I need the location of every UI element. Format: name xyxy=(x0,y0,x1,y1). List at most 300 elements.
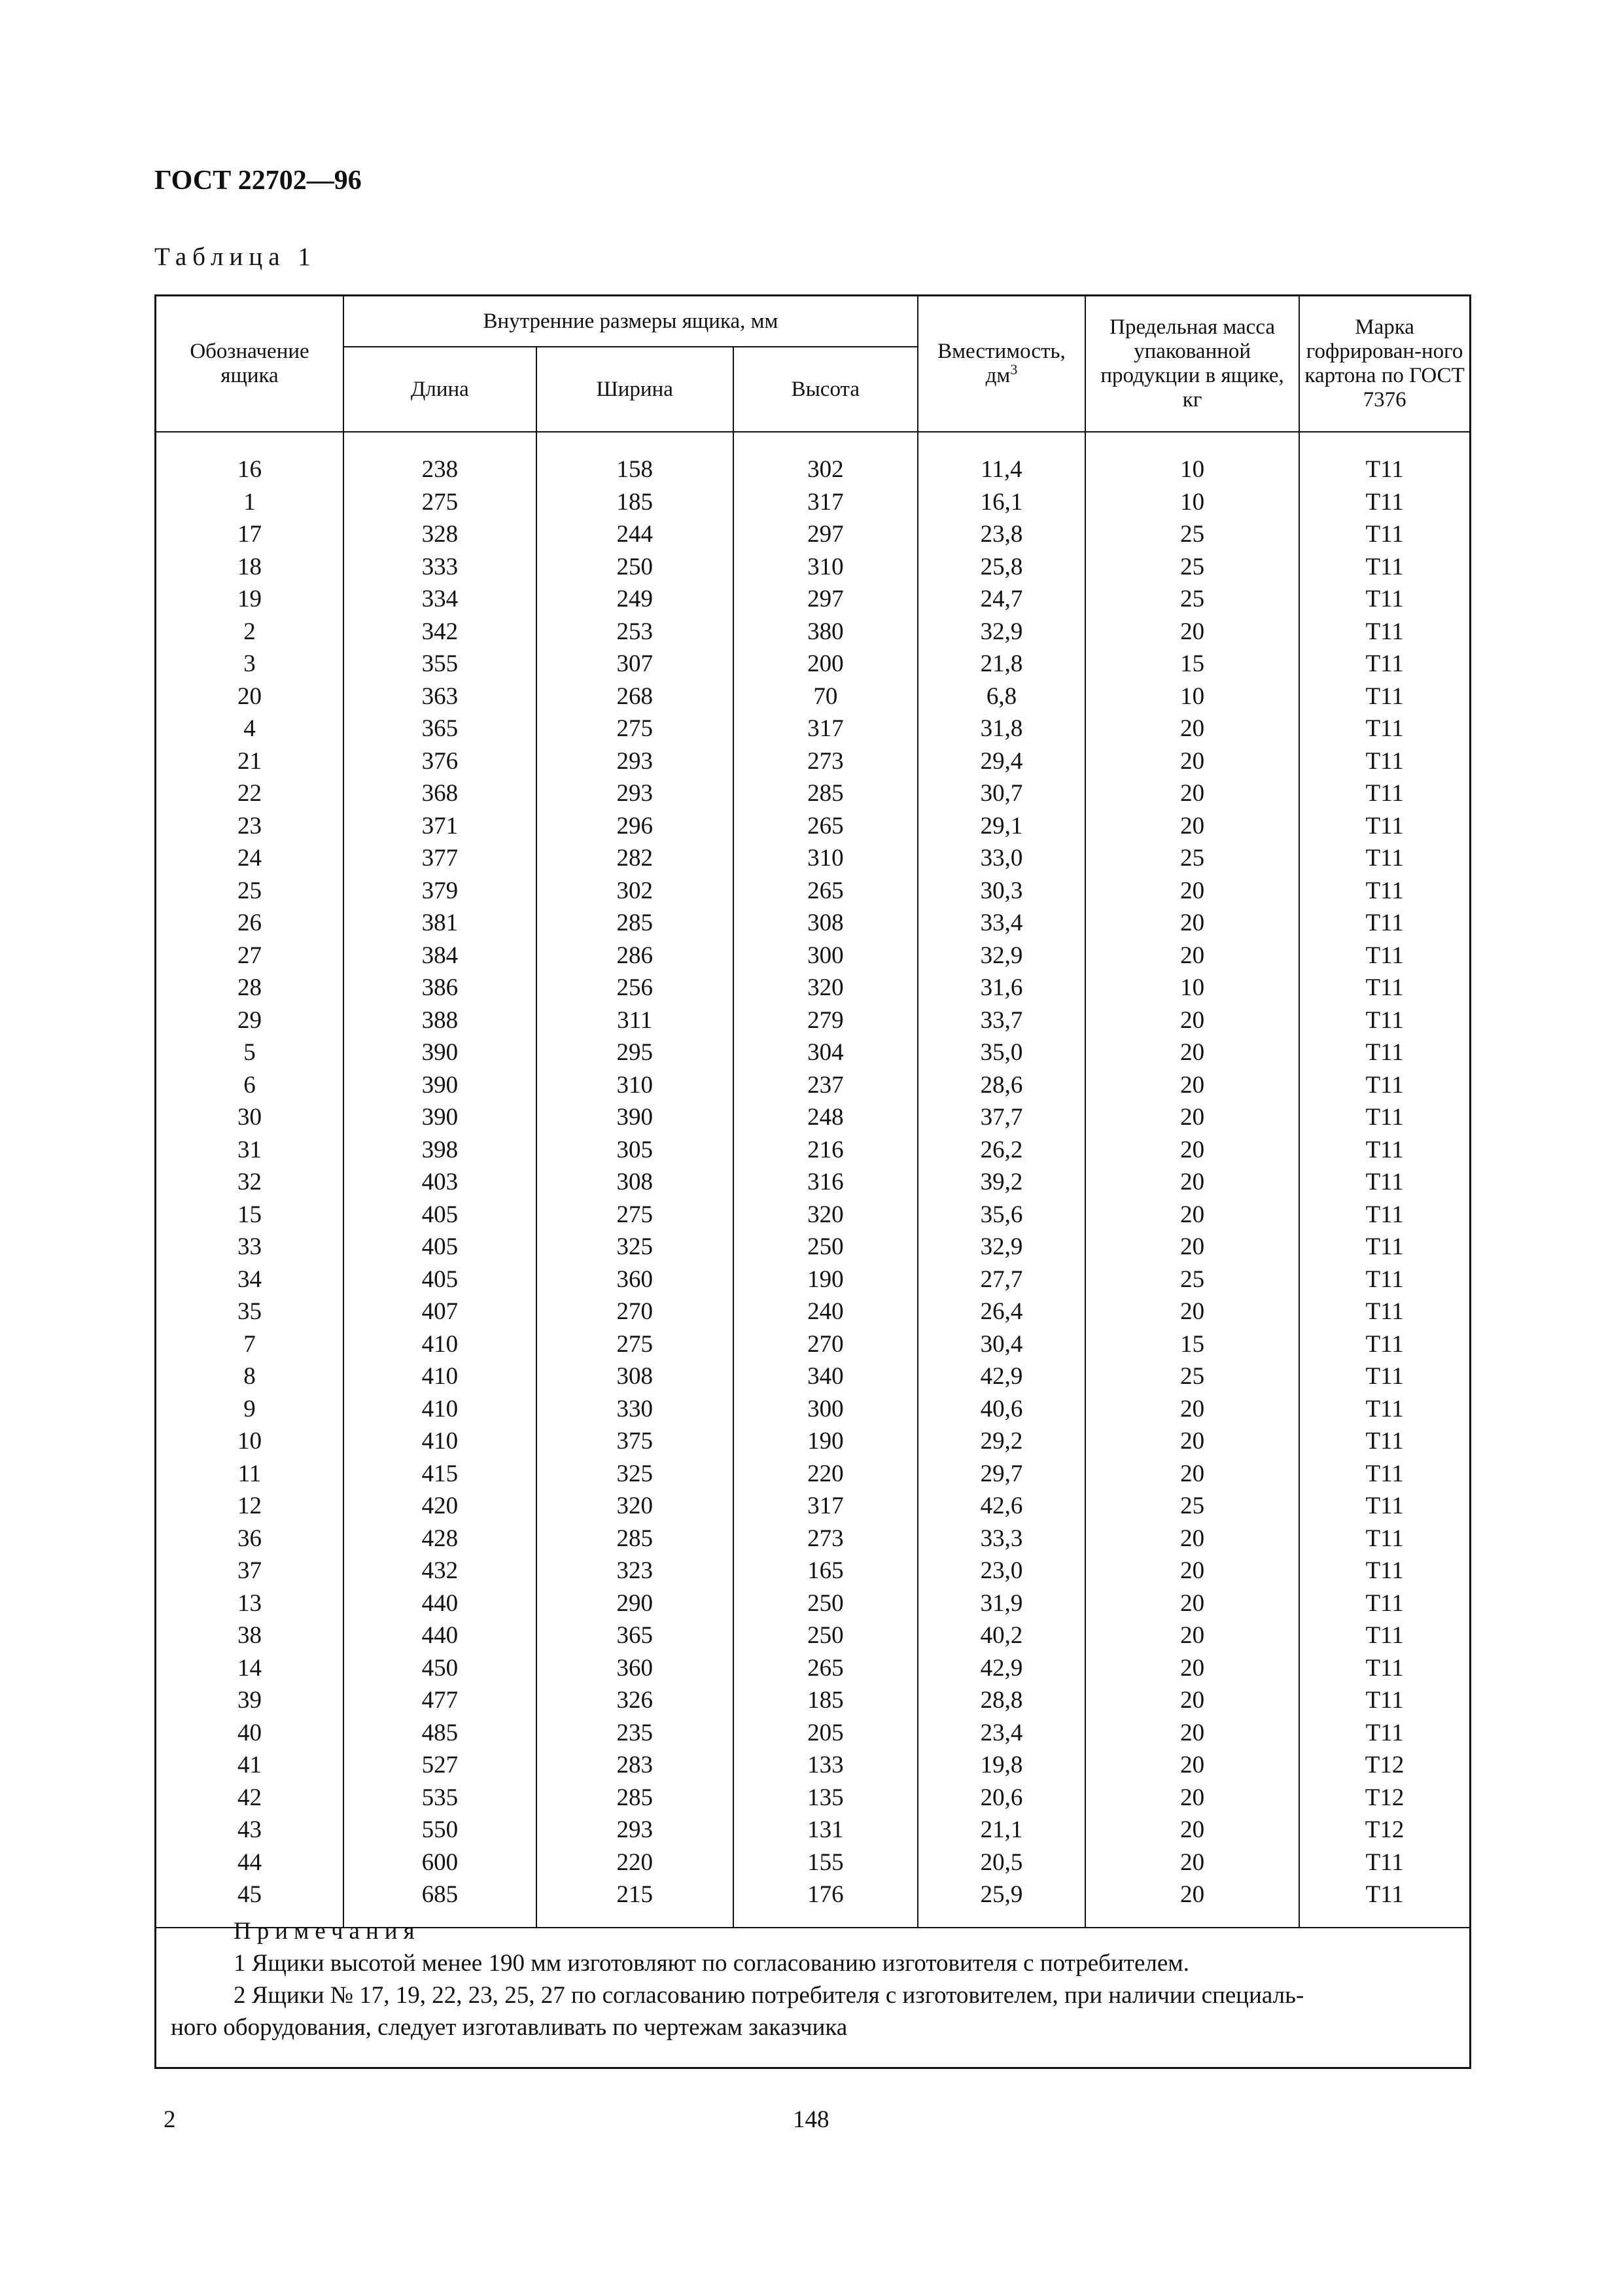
cell-capacity: 26,4 xyxy=(918,1296,1085,1328)
cell-max-mass: 10 xyxy=(1085,453,1299,486)
cell-designation: 25 xyxy=(156,875,343,908)
cell-designation: 44 xyxy=(156,1846,343,1879)
document-code: ГОСТ 22702—96 xyxy=(154,166,362,196)
cell-grade: Т11 xyxy=(1299,842,1469,875)
cell-capacity: 23,8 xyxy=(918,518,1085,551)
header-height: Высота xyxy=(733,347,918,432)
cell-capacity: 29,2 xyxy=(918,1425,1085,1458)
table-body xyxy=(156,432,1469,1928)
cell-grade: Т11 xyxy=(1299,1036,1469,1069)
cell-max-mass: 20 xyxy=(1085,713,1299,745)
cell-height: 273 xyxy=(733,745,918,778)
cell-designation: 17 xyxy=(156,518,343,551)
cell-capacity: 29,4 xyxy=(918,745,1085,778)
cell-height: 176 xyxy=(733,1879,918,1911)
cell-width: 256 xyxy=(536,972,733,1004)
cell-capacity: 33,0 xyxy=(918,842,1085,875)
cell-width: 365 xyxy=(536,1619,733,1652)
table-row xyxy=(156,551,1469,584)
note-1: 1 Ящики высотой менее 190 мм изготовляют по согласованию изготовителя с потребителем. xyxy=(234,1950,1189,1977)
cell-max-mass: 20 xyxy=(1085,1296,1299,1328)
cell-width: 305 xyxy=(536,1134,733,1167)
cell-height: 317 xyxy=(733,486,918,519)
cell-height: 237 xyxy=(733,1069,918,1102)
cell-max-mass: 20 xyxy=(1085,1101,1299,1134)
header-capacity-sup: 3 xyxy=(1010,361,1018,378)
cell-designation: 23 xyxy=(156,810,343,843)
table-row xyxy=(156,1101,1469,1134)
table-row xyxy=(156,1814,1469,1846)
cell-max-mass: 25 xyxy=(1085,551,1299,584)
cell-grade: Т11 xyxy=(1299,583,1469,616)
cell-capacity: 28,8 xyxy=(918,1684,1085,1717)
cell-height: 310 xyxy=(733,842,918,875)
notes-title: Примечания xyxy=(234,1918,421,1945)
cell-width: 311 xyxy=(536,1004,733,1037)
table-row xyxy=(156,1296,1469,1328)
cell-capacity: 29,7 xyxy=(918,1458,1085,1491)
header-capacity-text: Вместимость, дм xyxy=(937,340,1066,387)
cell-capacity: 31,8 xyxy=(918,713,1085,745)
cell-length: 485 xyxy=(343,1717,536,1750)
cell-width: 293 xyxy=(536,745,733,778)
cell-max-mass: 15 xyxy=(1085,648,1299,680)
cell-max-mass: 20 xyxy=(1085,1684,1299,1717)
cell-max-mass: 20 xyxy=(1085,1199,1299,1231)
cell-length: 363 xyxy=(343,680,536,713)
cell-max-mass: 20 xyxy=(1085,1879,1299,1911)
cell-designation: 28 xyxy=(156,972,343,1004)
table-row xyxy=(156,1231,1469,1263)
cell-capacity: 33,3 xyxy=(918,1523,1085,1555)
cell-designation: 19 xyxy=(156,583,343,616)
table-row xyxy=(156,1652,1469,1685)
cell-grade: Т11 xyxy=(1299,1360,1469,1393)
cell-length: 342 xyxy=(343,616,536,648)
cell-grade: Т11 xyxy=(1299,680,1469,713)
cell-capacity: 33,4 xyxy=(918,907,1085,940)
cell-designation: 21 xyxy=(156,745,343,778)
cell-height: 190 xyxy=(733,1263,918,1296)
table-row xyxy=(156,1166,1469,1199)
table-row xyxy=(156,1393,1469,1426)
cell-width: 250 xyxy=(536,551,733,584)
cell-max-mass: 20 xyxy=(1085,1425,1299,1458)
cell-capacity: 33,7 xyxy=(918,1004,1085,1037)
cell-width: 390 xyxy=(536,1101,733,1134)
cell-max-mass: 25 xyxy=(1085,1360,1299,1393)
cell-length: 428 xyxy=(343,1523,536,1555)
cell-height: 135 xyxy=(733,1782,918,1814)
cell-width: 360 xyxy=(536,1263,733,1296)
cell-grade: Т11 xyxy=(1299,1652,1469,1685)
cell-capacity: 40,2 xyxy=(918,1619,1085,1652)
cell-grade: Т12 xyxy=(1299,1814,1469,1846)
cell-length: 381 xyxy=(343,907,536,940)
cell-designation: 33 xyxy=(156,1231,343,1263)
cell-designation: 31 xyxy=(156,1134,343,1167)
cell-width: 244 xyxy=(536,518,733,551)
cell-designation: 30 xyxy=(156,1101,343,1134)
table-row xyxy=(156,1425,1469,1458)
cell-capacity: 27,7 xyxy=(918,1263,1085,1296)
cell-grade: Т11 xyxy=(1299,810,1469,843)
cell-designation: 32 xyxy=(156,1166,343,1199)
cell-height: 297 xyxy=(733,518,918,551)
cell-max-mass: 20 xyxy=(1085,1652,1299,1685)
cell-length: 410 xyxy=(343,1425,536,1458)
cell-length: 371 xyxy=(343,810,536,843)
cell-grade: Т11 xyxy=(1299,1587,1469,1620)
cell-width: 235 xyxy=(536,1717,733,1750)
cell-height: 205 xyxy=(733,1717,918,1750)
cell-capacity: 11,4 xyxy=(918,453,1085,486)
page-number-center: 148 xyxy=(793,2106,829,2133)
cell-height: 279 xyxy=(733,1004,918,1037)
cell-width: 323 xyxy=(536,1555,733,1587)
cell-designation: 9 xyxy=(156,1393,343,1426)
note-2-line-1: 2 Ящики № 17, 19, 22, 23, 25, 27 по согласованию потребителя с изготовителем, при наличии специаль- xyxy=(234,1982,1304,2009)
cell-designation: 37 xyxy=(156,1555,343,1587)
table-row xyxy=(156,1684,1469,1717)
cell-capacity: 28,6 xyxy=(918,1069,1085,1102)
cell-designation: 5 xyxy=(156,1036,343,1069)
table-row xyxy=(156,1004,1469,1037)
cell-length: 390 xyxy=(343,1036,536,1069)
cell-max-mass: 20 xyxy=(1085,1717,1299,1750)
cell-capacity: 31,6 xyxy=(918,972,1085,1004)
cell-length: 410 xyxy=(343,1328,536,1361)
cell-capacity: 26,2 xyxy=(918,1134,1085,1167)
cell-max-mass: 20 xyxy=(1085,1846,1299,1879)
table-row xyxy=(156,583,1469,616)
table-row xyxy=(156,1879,1469,1911)
cell-max-mass: 20 xyxy=(1085,940,1299,972)
table-row xyxy=(156,1199,1469,1231)
cell-designation: 2 xyxy=(156,616,343,648)
cell-length: 275 xyxy=(343,486,536,519)
cell-length: 405 xyxy=(343,1263,536,1296)
cell-grade: Т11 xyxy=(1299,713,1469,745)
cell-capacity: 31,9 xyxy=(918,1587,1085,1620)
cell-width: 185 xyxy=(536,486,733,519)
cell-max-mass: 10 xyxy=(1085,972,1299,1004)
table-row xyxy=(156,1587,1469,1620)
cell-capacity: 23,0 xyxy=(918,1555,1085,1587)
cell-max-mass: 15 xyxy=(1085,1328,1299,1361)
header-capacity xyxy=(918,296,1085,432)
table-row xyxy=(156,1846,1469,1879)
cell-width: 158 xyxy=(536,453,733,486)
cell-designation: 8 xyxy=(156,1360,343,1393)
table-row xyxy=(156,1490,1469,1523)
table-row xyxy=(156,1360,1469,1393)
table-row xyxy=(156,810,1469,843)
cell-capacity: 42,9 xyxy=(918,1360,1085,1393)
cell-designation: 3 xyxy=(156,648,343,680)
cell-width: 282 xyxy=(536,842,733,875)
cell-capacity: 42,6 xyxy=(918,1490,1085,1523)
cell-capacity: 23,4 xyxy=(918,1717,1085,1750)
cell-designation: 1 xyxy=(156,486,343,519)
cell-max-mass: 20 xyxy=(1085,1231,1299,1263)
cell-length: 377 xyxy=(343,842,536,875)
cell-max-mass: 20 xyxy=(1085,1166,1299,1199)
cell-length: 535 xyxy=(343,1782,536,1814)
box-dimensions-table xyxy=(156,296,1469,1928)
cell-height: 273 xyxy=(733,1523,918,1555)
cell-capacity: 16,1 xyxy=(918,486,1085,519)
cell-width: 283 xyxy=(536,1749,733,1782)
table-row xyxy=(156,1263,1469,1296)
cell-designation: 24 xyxy=(156,842,343,875)
cell-height: 320 xyxy=(733,972,918,1004)
cell-length: 376 xyxy=(343,745,536,778)
cell-capacity: 25,8 xyxy=(918,551,1085,584)
cell-grade: Т11 xyxy=(1299,1879,1469,1911)
table-row xyxy=(156,1134,1469,1167)
cell-width: 290 xyxy=(536,1587,733,1620)
cell-width: 249 xyxy=(536,583,733,616)
table-row xyxy=(156,1523,1469,1555)
cell-height: 340 xyxy=(733,1360,918,1393)
cell-width: 320 xyxy=(536,1490,733,1523)
cell-width: 275 xyxy=(536,713,733,745)
cell-designation: 10 xyxy=(156,1425,343,1458)
cell-designation: 40 xyxy=(156,1717,343,1750)
cell-width: 286 xyxy=(536,940,733,972)
table-row xyxy=(156,1328,1469,1361)
cell-length: 238 xyxy=(343,453,536,486)
table-row xyxy=(156,875,1469,908)
cell-max-mass: 20 xyxy=(1085,1619,1299,1652)
cell-designation: 20 xyxy=(156,680,343,713)
cell-designation: 18 xyxy=(156,551,343,584)
cell-grade: Т11 xyxy=(1299,777,1469,810)
cell-designation: 35 xyxy=(156,1296,343,1328)
cell-max-mass: 20 xyxy=(1085,907,1299,940)
cell-length: 368 xyxy=(343,777,536,810)
cell-designation: 22 xyxy=(156,777,343,810)
cell-length: 355 xyxy=(343,648,536,680)
table-row xyxy=(156,518,1469,551)
table-row xyxy=(156,1619,1469,1652)
cell-max-mass: 20 xyxy=(1085,1393,1299,1426)
cell-height: 317 xyxy=(733,713,918,745)
cell-grade: Т11 xyxy=(1299,1134,1469,1167)
cell-grade: Т11 xyxy=(1299,551,1469,584)
cell-max-mass: 20 xyxy=(1085,1814,1299,1846)
header-length: Длина xyxy=(343,347,536,432)
table-row xyxy=(156,1036,1469,1069)
cell-grade: Т11 xyxy=(1299,1523,1469,1555)
cell-designation: 16 xyxy=(156,453,343,486)
cell-height: 308 xyxy=(733,907,918,940)
notes-block xyxy=(156,1915,1469,2043)
table-row xyxy=(156,1458,1469,1491)
cell-length: 415 xyxy=(343,1458,536,1491)
table-row xyxy=(156,1749,1469,1782)
table-spacer-row xyxy=(156,432,1469,453)
cell-height: 285 xyxy=(733,777,918,810)
cell-length: 384 xyxy=(343,940,536,972)
cell-designation: 43 xyxy=(156,1814,343,1846)
cell-length: 527 xyxy=(343,1749,536,1782)
cell-height: 70 xyxy=(733,680,918,713)
cell-designation: 45 xyxy=(156,1879,343,1911)
table-row xyxy=(156,842,1469,875)
cell-height: 185 xyxy=(733,1684,918,1717)
cell-grade: Т11 xyxy=(1299,745,1469,778)
cell-width: 310 xyxy=(536,1069,733,1102)
cell-grade: Т11 xyxy=(1299,875,1469,908)
cell-height: 200 xyxy=(733,648,918,680)
header-inner-dimensions: Внутренние размеры ящика, мм xyxy=(343,296,918,347)
cell-width: 307 xyxy=(536,648,733,680)
cell-height: 302 xyxy=(733,453,918,486)
cell-height: 265 xyxy=(733,875,918,908)
cell-length: 398 xyxy=(343,1134,536,1167)
cell-height: 240 xyxy=(733,1296,918,1328)
cell-length: 328 xyxy=(343,518,536,551)
cell-max-mass: 20 xyxy=(1085,1555,1299,1587)
cell-designation: 6 xyxy=(156,1069,343,1102)
cell-width: 293 xyxy=(536,1814,733,1846)
cell-designation: 34 xyxy=(156,1263,343,1296)
table-row xyxy=(156,907,1469,940)
cell-length: 440 xyxy=(343,1587,536,1620)
header-grade: Марка гофрирован-ного картона по ГОСТ 7376 xyxy=(1299,296,1469,432)
cell-max-mass: 25 xyxy=(1085,583,1299,616)
cell-capacity: 32,9 xyxy=(918,940,1085,972)
cell-width: 285 xyxy=(536,1523,733,1555)
cell-length: 420 xyxy=(343,1490,536,1523)
cell-designation: 13 xyxy=(156,1587,343,1620)
cell-width: 285 xyxy=(536,1782,733,1814)
cell-length: 403 xyxy=(343,1166,536,1199)
cell-capacity: 29,1 xyxy=(918,810,1085,843)
cell-grade: Т11 xyxy=(1299,518,1469,551)
cell-grade: Т12 xyxy=(1299,1749,1469,1782)
cell-length: 410 xyxy=(343,1393,536,1426)
cell-max-mass: 10 xyxy=(1085,486,1299,519)
cell-designation: 11 xyxy=(156,1458,343,1491)
cell-grade: Т11 xyxy=(1299,453,1469,486)
cell-height: 317 xyxy=(733,1490,918,1523)
cell-width: 295 xyxy=(536,1036,733,1069)
cell-length: 405 xyxy=(343,1199,536,1231)
cell-capacity: 6,8 xyxy=(918,680,1085,713)
cell-max-mass: 20 xyxy=(1085,777,1299,810)
table-row xyxy=(156,486,1469,519)
cell-grade: Т11 xyxy=(1299,616,1469,648)
table-row xyxy=(156,777,1469,810)
cell-grade: Т11 xyxy=(1299,486,1469,519)
cell-width: 220 xyxy=(536,1846,733,1879)
cell-width: 308 xyxy=(536,1166,733,1199)
cell-max-mass: 20 xyxy=(1085,1782,1299,1814)
cell-capacity: 20,5 xyxy=(918,1846,1085,1879)
cell-grade: Т11 xyxy=(1299,1004,1469,1037)
cell-length: 450 xyxy=(343,1652,536,1685)
cell-width: 268 xyxy=(536,680,733,713)
cell-capacity: 32,9 xyxy=(918,1231,1085,1263)
cell-capacity: 39,2 xyxy=(918,1166,1085,1199)
page-number-left: 2 xyxy=(164,2106,176,2133)
cell-length: 477 xyxy=(343,1684,536,1717)
table-row xyxy=(156,648,1469,680)
cell-grade: Т11 xyxy=(1299,1684,1469,1717)
cell-capacity: 35,0 xyxy=(918,1036,1085,1069)
cell-capacity: 20,6 xyxy=(918,1782,1085,1814)
cell-height: 220 xyxy=(733,1458,918,1491)
cell-grade: Т11 xyxy=(1299,1425,1469,1458)
cell-height: 316 xyxy=(733,1166,918,1199)
cell-width: 325 xyxy=(536,1231,733,1263)
cell-width: 326 xyxy=(536,1684,733,1717)
cell-capacity: 37,7 xyxy=(918,1101,1085,1134)
cell-max-mass: 20 xyxy=(1085,616,1299,648)
cell-max-mass: 20 xyxy=(1085,1036,1299,1069)
cell-capacity: 42,9 xyxy=(918,1652,1085,1685)
cell-grade: Т11 xyxy=(1299,907,1469,940)
cell-grade: Т11 xyxy=(1299,1199,1469,1231)
cell-width: 253 xyxy=(536,616,733,648)
cell-max-mass: 20 xyxy=(1085,745,1299,778)
cell-capacity: 21,8 xyxy=(918,648,1085,680)
cell-max-mass: 10 xyxy=(1085,680,1299,713)
cell-max-mass: 20 xyxy=(1085,875,1299,908)
cell-height: 165 xyxy=(733,1555,918,1587)
cell-grade: Т11 xyxy=(1299,1619,1469,1652)
cell-capacity: 30,4 xyxy=(918,1328,1085,1361)
cell-width: 302 xyxy=(536,875,733,908)
cell-width: 325 xyxy=(536,1458,733,1491)
cell-width: 308 xyxy=(536,1360,733,1393)
cell-width: 285 xyxy=(536,907,733,940)
cell-capacity: 32,9 xyxy=(918,616,1085,648)
cell-height: 265 xyxy=(733,1652,918,1685)
cell-height: 250 xyxy=(733,1587,918,1620)
cell-length: 405 xyxy=(343,1231,536,1263)
cell-length: 440 xyxy=(343,1619,536,1652)
cell-width: 270 xyxy=(536,1296,733,1328)
cell-grade: Т11 xyxy=(1299,1717,1469,1750)
cell-width: 293 xyxy=(536,777,733,810)
table-row xyxy=(156,1555,1469,1587)
cell-max-mass: 20 xyxy=(1085,1749,1299,1782)
table-row xyxy=(156,940,1469,972)
cell-height: 155 xyxy=(733,1846,918,1879)
cell-capacity: 30,3 xyxy=(918,875,1085,908)
cell-length: 432 xyxy=(343,1555,536,1587)
cell-length: 600 xyxy=(343,1846,536,1879)
cell-grade: Т11 xyxy=(1299,1458,1469,1491)
cell-designation: 14 xyxy=(156,1652,343,1685)
cell-width: 275 xyxy=(536,1328,733,1361)
cell-height: 216 xyxy=(733,1134,918,1167)
cell-designation: 26 xyxy=(156,907,343,940)
cell-max-mass: 20 xyxy=(1085,1587,1299,1620)
table-row xyxy=(156,1782,1469,1814)
cell-capacity: 21,1 xyxy=(918,1814,1085,1846)
cell-capacity: 25,9 xyxy=(918,1879,1085,1911)
cell-designation: 29 xyxy=(156,1004,343,1037)
cell-width: 375 xyxy=(536,1425,733,1458)
cell-height: 250 xyxy=(733,1231,918,1263)
cell-grade: Т11 xyxy=(1299,1296,1469,1328)
cell-height: 248 xyxy=(733,1101,918,1134)
